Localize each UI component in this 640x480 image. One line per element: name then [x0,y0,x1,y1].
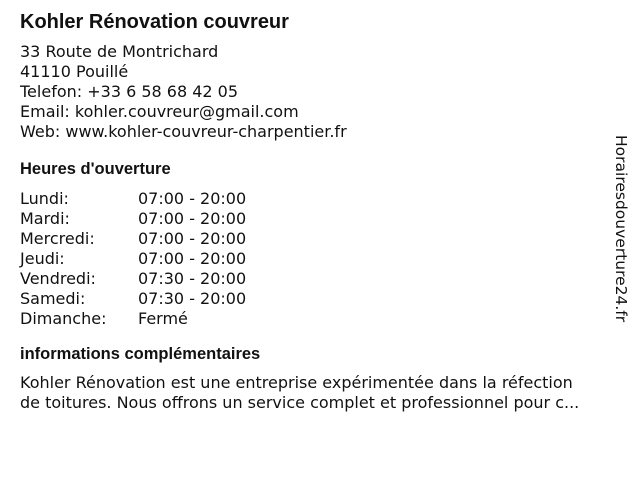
additional-info-heading: informations complémentaires [20,345,261,363]
phone-number: Telefon: +33 6 58 68 42 05 [20,82,239,101]
hours-value: Fermé [138,309,188,328]
additional-info-text [20,373,630,413]
email-address: Email: kohler.couvreur@gmail.com [20,102,299,121]
contact-block [20,42,620,142]
day-label: Jeudi: [20,249,65,268]
opening-hours-heading: Heures d'ouverture [20,160,171,178]
hours-row-thursday [20,249,620,269]
info-line: de toitures. Nous offrons un service complet et professionnel pour c... [20,393,580,412]
day-label: Dimanche: [20,309,107,328]
hours-value: 07:00 - 20:00 [138,229,247,248]
city-address: 41110 Pouillé [20,62,129,81]
hours-row-monday [20,189,620,209]
street-address: 33 Route de Montrichard [20,42,219,61]
hours-value: 07:30 - 20:00 [138,289,247,308]
day-label: Vendredi: [20,269,96,288]
hours-value: 07:00 - 20:00 [138,189,247,208]
website-address: Web: www.kohler-couvreur-charpentier.fr [20,122,347,141]
business-name: Kohler Rénovation couvreur [20,11,289,33]
day-label: Mercredi: [20,229,95,248]
site-watermark: Horairesdouverture24.fr [612,135,630,323]
info-line: Kohler Rénovation est une entreprise expérimentée dans la réfection [20,373,573,392]
hours-row-saturday [20,289,620,309]
hours-row-friday [20,269,620,289]
hours-row-sunday [20,309,620,329]
day-label: Lundi: [20,189,69,208]
hours-value: 07:00 - 20:00 [138,249,247,268]
hours-value: 07:00 - 20:00 [138,209,247,228]
hours-row-tuesday [20,209,620,229]
day-label: Mardi: [20,209,70,228]
hours-value: 07:30 - 20:00 [138,269,247,288]
business-card [20,8,620,413]
opening-hours-table [20,189,620,329]
hours-row-wednesday [20,229,620,249]
day-label: Samedi: [20,289,86,308]
